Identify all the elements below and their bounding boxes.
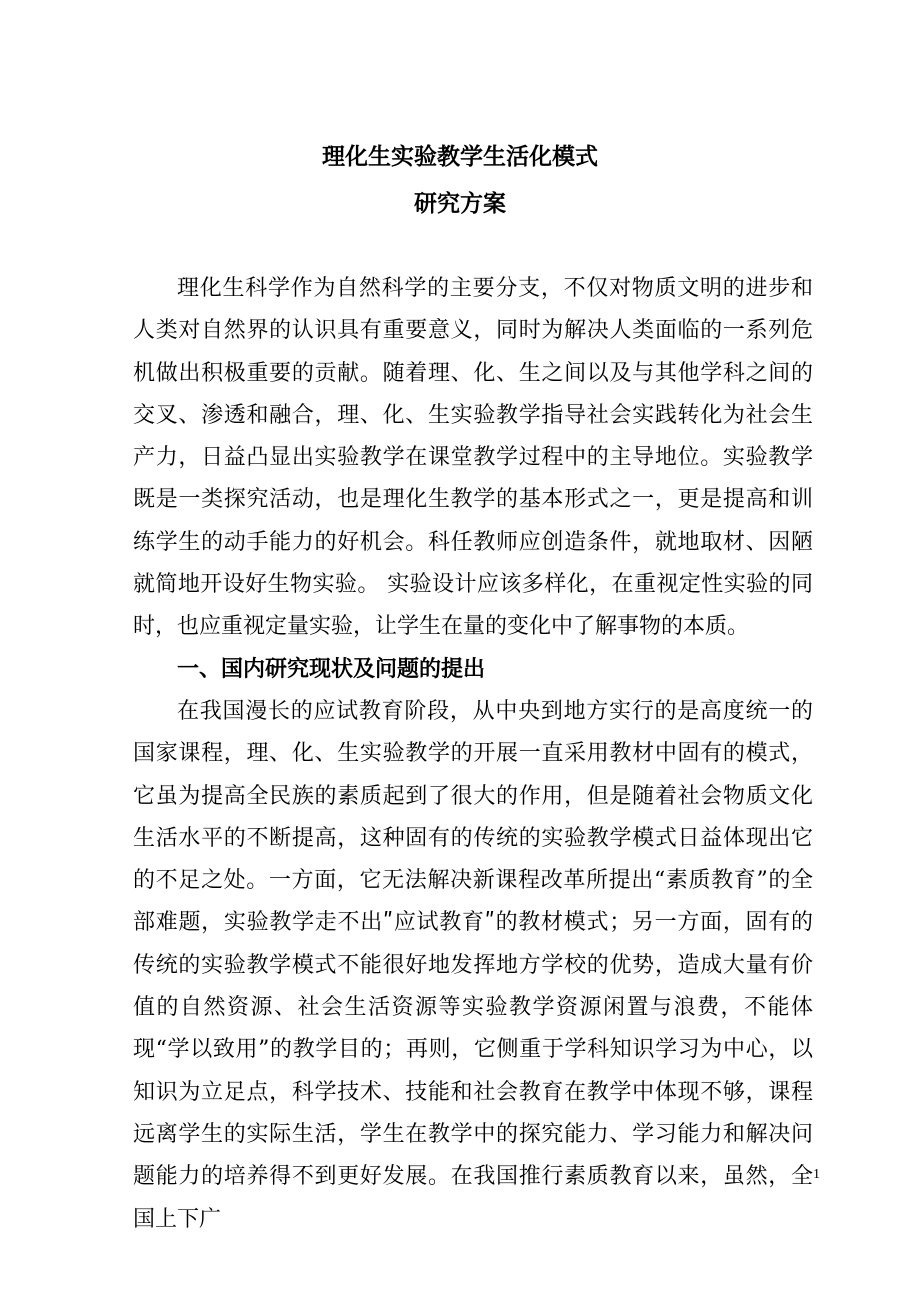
document-body (133, 268, 813, 1241)
paragraph-research-status: 在我国漫长的应试教育阶段，从中央到地方实行的是高度统一的国家课程，理、化、生实验教学的开展一直采用教材中固有的模式，它虽为提高全民族的素质起到了很大的作用，但是随着社会物质文化生活水平的不断提高，这种固有的传统的实验教学模式日益体现出它的不足之处。一方面，它无法解决新课程改革所提出“素质教育”的全部难题，实验教学走不出ʺ应试教育ʺ的教材模式；另一方面，固有的传统的实验教学模式不能很好地发挥地方学校的优势，造成大量有价值的自然资源、社会生活资源等实验教学资源闲置与浪费，不能体现“学以致用”的教学目的；再则，它侧重于学科知识学习为中心，以知识为立足点，科学技术、技能和社会教育在教学中体现不够，课程远离学生的实际生活，学生在教学中的探究能力、学习能力和解决问题能力的培养得不到更好发展。在我国推行素质教育以来，虽然，全国上下广 (133, 698, 813, 1232)
section-heading: 一、国内研究现状及问题的提出 (177, 656, 486, 682)
document-subtitle: 研究方案 (414, 191, 506, 217)
paragraph-intro: 理化生科学作为自然科学的主要分支，不仅对物质文明的进步和人类对自然界的认识具有重要意义，同时为解决人类面临的一系列危机做出积极重要的贡献。随着理、化、生之间以及与其他学科之间的交叉、渗透和融合，理、化、生实验教学指导社会实践转化为社会生产力，日益凸显出实验教学在课堂教学过程中的主导地位。实验教学既是一类探究活动，也是理化生教学的基本形式之一，更是提高和训练学生的动手能力的好机会。科任教师应创造条件，就地取材、因陋就简地开设好生物实验。 实验设计应该多样化，在重视定性实验的同时，也应重视定量实验，让学生在量的变化中了解事物的本质。 (133, 276, 813, 640)
document-title: 理化生实验教学生活化模式 (322, 144, 598, 170)
page-number: 1 (813, 1167, 820, 1182)
